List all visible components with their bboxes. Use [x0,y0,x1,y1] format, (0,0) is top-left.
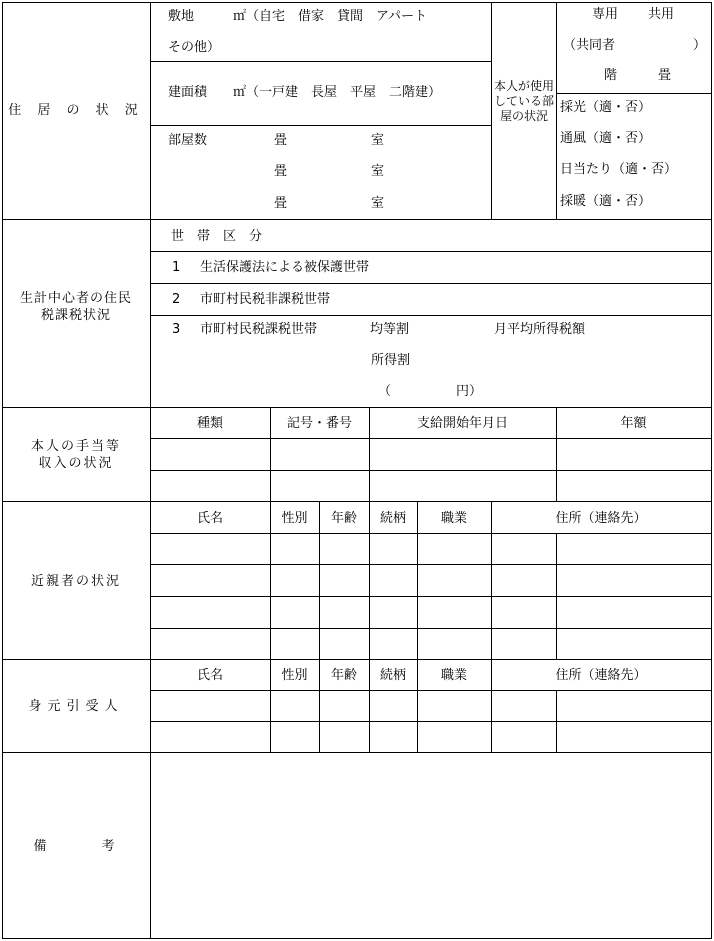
allowance-header-code: 記号・番号 [286,416,352,431]
relatives-label: 近親者の状況 [30,574,121,589]
tatami-unit: 畳 [658,68,672,83]
allowance-header-annual: 年額 [620,416,647,431]
housing-label: 住 居 の 状 況 [8,103,144,118]
guarantor-label: 身元引受人 [28,699,124,714]
housing-row-line [150,61,491,62]
site-area-line2: その他） [168,40,221,55]
condition-lighting: 採光（適・否） [560,100,652,115]
relatives-header-occupation: 職業 [440,511,467,526]
floor-unit: 階 [604,68,618,83]
relatives-header-sex: 性別 [281,511,308,526]
condition-heating: 採暖（適・否） [560,194,652,209]
tax-row-line [150,283,712,284]
relatives-row-line [150,596,712,597]
site-area-line1: 敷地 ㎡（自宅 借家 貸間 アパート [168,9,427,24]
guarantor-header-age: 年齢 [330,668,357,683]
room-count-title: 部屋数 [168,133,208,148]
guarantor-row-line [150,690,712,691]
guarantor-header-sex: 性別 [281,668,308,683]
room-shitsu: 室 [371,133,385,148]
room-shitsu: 室 [371,164,385,179]
section-line [2,501,712,502]
remarks-area[interactable] [151,753,711,938]
income-rate: 所得割 [371,353,411,368]
relatives-col-line [556,533,557,660]
frame-top [2,2,712,3]
room-tatami: 畳 [274,196,288,211]
relatives-header-age: 年齢 [330,511,357,526]
housing-col-line [556,2,557,220]
relatives-header-relation: 続柄 [379,511,406,526]
equal-rate: 均等割 [370,322,410,337]
tax-label: 生計中心者の住民税課税状況 [20,291,133,323]
shared-use: 共用 [648,7,675,22]
guarantor-col-line [556,690,557,753]
frame-left [2,2,3,939]
yen-amount: （ 円） [378,384,483,399]
own-room-label: 本人が使用している部屋の状況 [494,79,555,123]
relatives-header-name: 氏名 [196,511,223,526]
tax-item-number: 1 [172,260,181,275]
guarantor-header-relation: 続柄 [379,668,406,683]
section-line [2,219,712,220]
allowance-label: 本人の手当等収入の状況 [30,439,121,471]
remarks-label: 備 考 [33,839,119,854]
housing-row-line [556,93,712,94]
room-shitsu: 室 [371,196,385,211]
guarantor-header-occupation: 職業 [440,668,467,683]
relatives-row-line [150,628,712,629]
exclusive-use: 専用 [592,7,619,22]
section-line [2,659,712,660]
guarantor-header-address: 住所（連絡先） [555,668,647,683]
cohabitant-line: （共同者 ） [563,38,707,53]
tax-item-text: 市町村民税課税世帯 [200,322,318,337]
allowance-row-line [150,438,712,439]
condition-sunlight: 日当たり（適・否） [560,162,678,177]
relatives-header-address: 住所（連絡先） [555,511,647,526]
tax-item-number: 3 [172,322,181,337]
tax-item-text: 市町村民税非課税世帯 [200,292,331,307]
frame-bottom [2,938,712,939]
allowance-header-start-date: 支給開始年月日 [416,416,508,431]
housing-col-line [491,2,492,220]
tax-row-line [150,251,712,252]
monthly-average-tax: 月平均所得税額 [494,322,586,337]
section-line [2,407,712,408]
room-tatami: 畳 [274,133,288,148]
allowance-row-line [150,470,712,471]
guarantor-row-line [150,721,712,722]
room-tatami: 畳 [274,164,288,179]
relatives-row-line [150,533,712,534]
relatives-row-line [150,564,712,565]
household-category-header: 世 帯 区 分 [171,229,263,244]
tax-item-number: 2 [172,292,181,307]
floor-area-line: 建面積 ㎡（一戸建 長屋 平屋 二階建） [168,85,442,100]
guarantor-header-name: 氏名 [196,668,223,683]
housing-row-line [150,125,491,126]
condition-ventilation: 通風（適・否） [560,131,652,146]
tax-item-text: 生活保護法による被保護世帯 [200,260,370,275]
tax-row-line [150,315,712,316]
allowance-header-type: 種類 [196,416,223,431]
